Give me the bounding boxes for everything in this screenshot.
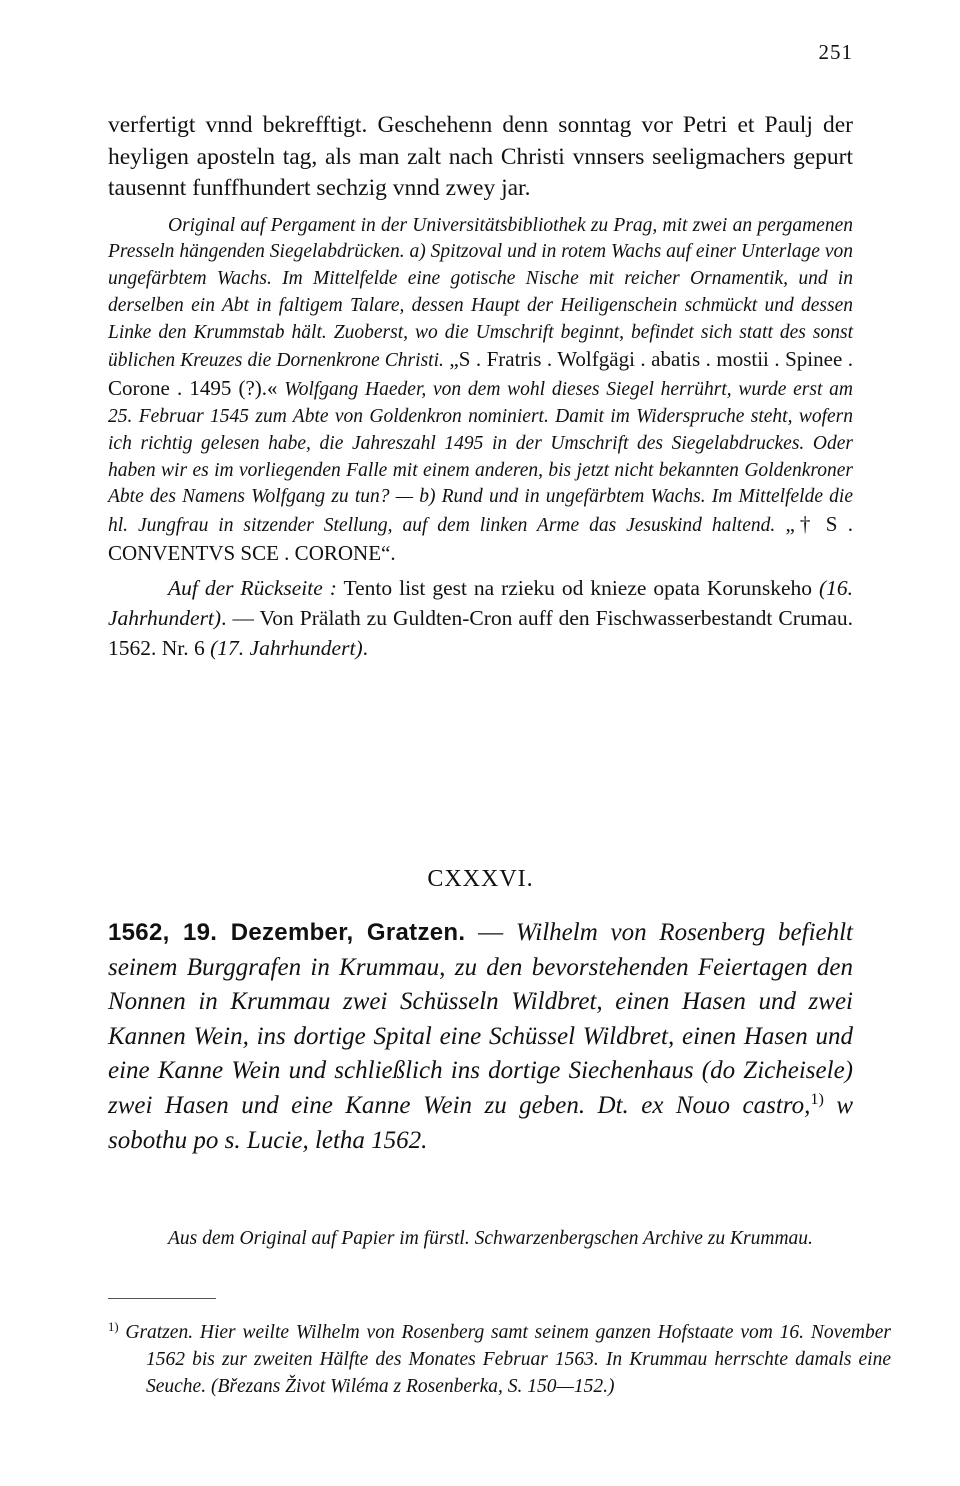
reverse-label: Auf der Rückseite : [168, 575, 337, 600]
reverse-text-3: . [362, 635, 368, 660]
seal-legend-2: „† S . CONVENTVS SCE . CORONE“. [108, 512, 853, 566]
entry-date-place: 1562, 19. Dezember, Gratzen. [108, 919, 466, 946]
footnote-divider [108, 1298, 216, 1299]
entry-dash: — [465, 919, 516, 946]
footnote-reference: 1) [810, 1090, 824, 1109]
source-note: Aus dem Original auf Papier im fürstl. Schwarzenbergschen Archive zu Krummau. [168, 1228, 813, 1249]
seal-legend-1: „S . Fratris . Wolfgägi . abatis . mostii . Spinee . Corone . 1495 (?).« [108, 347, 854, 401]
footnote [108, 1320, 891, 1400]
reverse-century-2: (17. Jahrhundert) [210, 635, 363, 660]
seal-description [108, 213, 853, 569]
footnote-marker: 1) [108, 1320, 119, 1335]
charter-closing-text [108, 110, 853, 663]
document-number: CXXXVI. [427, 866, 534, 892]
description-part1: Original auf Pergament in der Universitätsbibliothek zu Prag, mit zwei an pergamenen Presseln hängenden Siegelabdrücken. a) Spitzoval und in rotem Wachs auf einer Unterlage von ungefärbtem Wachs. Im Mittelfelde eine gotische Nische mit reicher Ornamentik, und in derselben ein Abt in faltigem Talare, dessen Haupt der Heiligenschein schmückt und dessen Linke den Krummstab hält. Zuoberst, wo die Umschrift beginnt, befindet sich statt des sonst üblichen Kreuzes die Dornenkrone Christi. [108, 214, 853, 372]
reverse-century-1: (16. Jahrhundert) [108, 575, 853, 630]
entry-text-end: w sobothu po s. Lucie, letha 1562. [108, 1091, 853, 1154]
reverse-text-1: Tento list gest na rzieku od knieze opata Korunskeho [336, 575, 819, 600]
closing-text: verfertigt vnnd bekrefftigt. Geschehenn denn sonntag vor Petri et Paulj der heyligen aposteln tag, als man zalt nach Christi vnnsers seeligmachers gepurt tausennt funffhundert sechzig vnnd zwey jar. [108, 112, 853, 201]
footnote-text: Gratzen. Hier weilte Wilhelm von Rosenberg samt seinem ganzen Hofstaate vom 16. November 1562 bis zur zweiten Hälfte des Monates Februar 1563. In Krummau herrschte damals eine Seuche. (Březans Život Wiléma z Rosenberka, S. 150—152.) [118, 1322, 891, 1397]
reverse-text-2: . — Von Prälath zu Guldten-Cron auff den Fischwasserbestandt Crumau. 1562. Nr. 6 [108, 605, 853, 660]
entry-text: Wilhelm von Rosenberg befiehlt seinem Burggrafen in Krummau, zu den bevorstehenden Feiertagen den Nonnen in Krummau zwei Schüsseln Wildbret, einen Hasen und zwei Kannen Wein, ins dortige Spital eine Schüssel Wildbret, einen Hasen und eine Kanne Wein und schließlich ins dortige Siechenhaus (do Zicheisele) zwei Hasen und eine Kanne Wein zu geben. Dt. ex Nouo castro, [108, 919, 853, 1119]
page-number: 251 [818, 40, 853, 64]
description-part2: Wolfgang Haeder, von dem wohl dieses Siegel herrührt, wurde erst am 25. Februar 1545 zum Abte von Goldenkron nominiert. Damit im Widerspruche steht, wofern ich richtig gelesen habe, die Jahreszahl 1495 in der Umschrift des Siegelabdruckes. Oder haben wir es im vorliegenden Falle mit einem anderen, bis jetzt nicht bekannten Goldenkroner Abte des Namens Wolfgang zu tun? — b) Rund und in ungefärbtem Wachs. Im Mittelfelde die hl. Jungfrau in sitzender Stellung, auf dem linken Arme das Jesuskind haltend. [108, 379, 853, 537]
reverse-note [108, 573, 853, 663]
regest-entry [108, 916, 853, 1158]
